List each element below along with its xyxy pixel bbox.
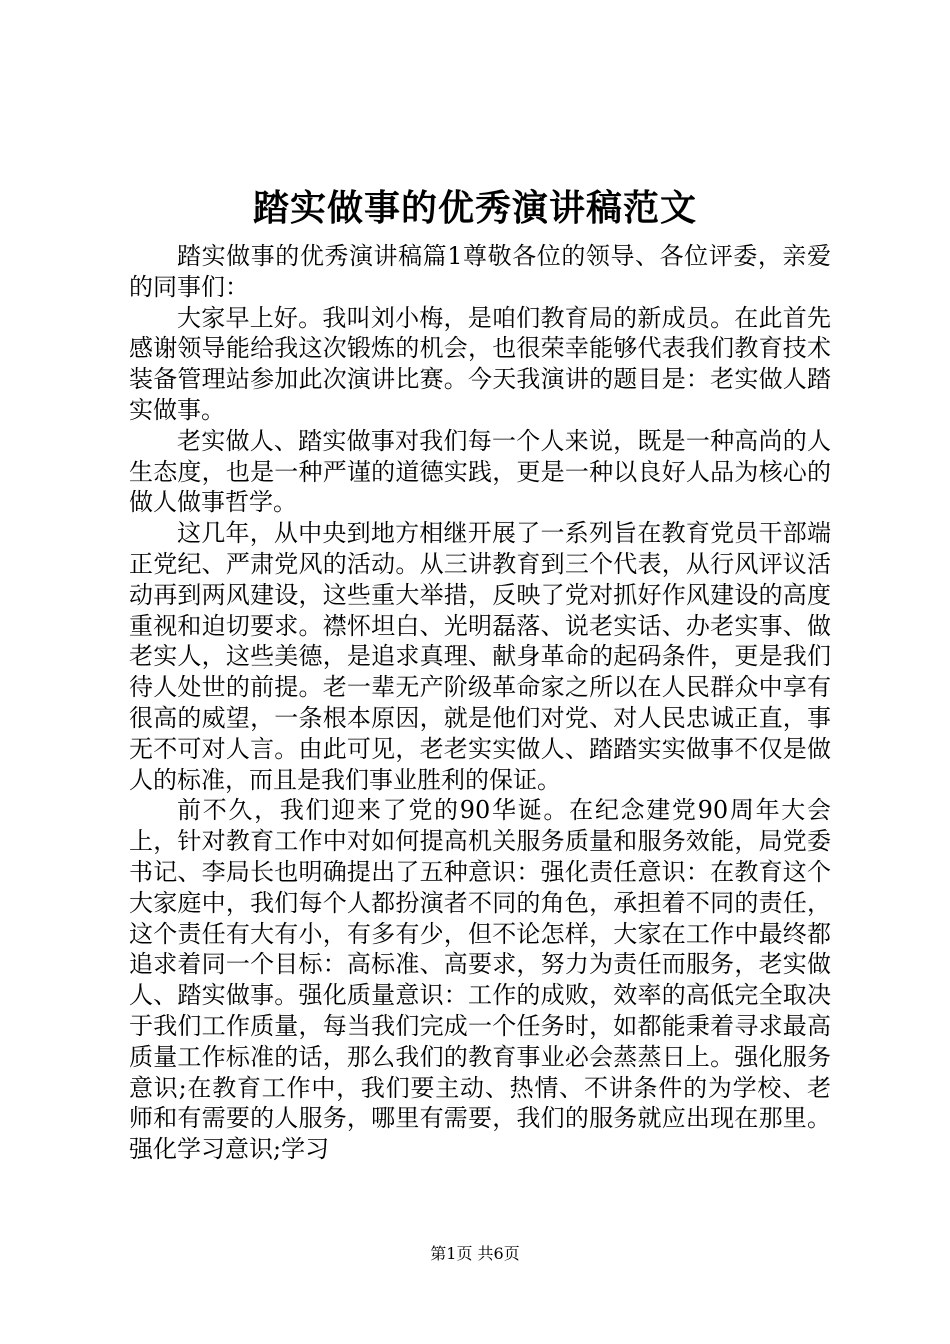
document-title: 踏实做事的优秀演讲稿范文 (252, 187, 697, 229)
paragraph-5: 前不久，我们迎来了党的90华诞。在纪念建党90周年大会上，针对教育工作中对如何提高机关服务质量和服务效能，局党委书记、李局长也明确提出了五种意识：强化责任意识：在教育这个大家庭中，我们每个人都扮演者不同的角色，承担着不同的责任，这个责任有大有小，有多有少，但不论怎样，大家在工作中最终都追求着同一个目标：高标准、高要求，努力为责任而服务，老实做人、踏实做事。强化质量意识：工作的成败，效率的高低完全取决于我们工作质量，每当我们完成一个任务时，如都能秉着寻求最高质量工作标准的话，那么我们的教育事业必会蒸蒸日上。强化服务意识;在教育工作中，我们要主动、热情、不讲条件的为学校、老师和有需要的人服务，哪里有需要，我们的服务就应出现在那里。强化学习意识;学习 (129, 796, 831, 1164)
page-number-footer: 第1页 共6页 (430, 1244, 520, 1263)
document-body (129, 241, 831, 1165)
paragraph-1: 踏实做事的优秀演讲稿篇1尊敬各位的领导、各位评委，亲爱的同事们： (129, 242, 831, 301)
paragraph-2: 大家早上好。我叫刘小梅，是咱们教育局的新成员。在此首先感谢领导能给我这次锻炼的机会，也很荣幸能够代表我们教育技术装备管理站参加此次演讲比赛。今天我演讲的题目是：老实做人踏实做事。 (129, 303, 831, 424)
paragraph-3: 老实做人、踏实做事对我们每一个人来说，既是一种高尚的人生态度，也是一种严谨的道德实践，更是一种以良好人品为核心的做人做事哲学。 (129, 426, 831, 517)
paragraph-4: 这几年，从中央到地方相继开展了一系列旨在教育党员干部端正党纪、严肃党风的活动。从三讲教育到三个代表，从行风评议活动再到两风建设，这些重大举措，反映了党对抓好作风建设的高度重视和迫切要求。襟怀坦白、光明磊落、说老实话、办老实事、做老实人，这些美德，是追求真理、献身革命的起码条件，更是我们待人处世的前提。老一辈无产阶级革命家之所以在人民群众中享有很高的威望，一条根本原因，就是他们对党、对人民忠诚正直，事无不可对人言。由此可见，老老实实做人、踏踏实实做事不仅是做人的标准，而且是我们事业胜利的保证。 (129, 519, 831, 794)
